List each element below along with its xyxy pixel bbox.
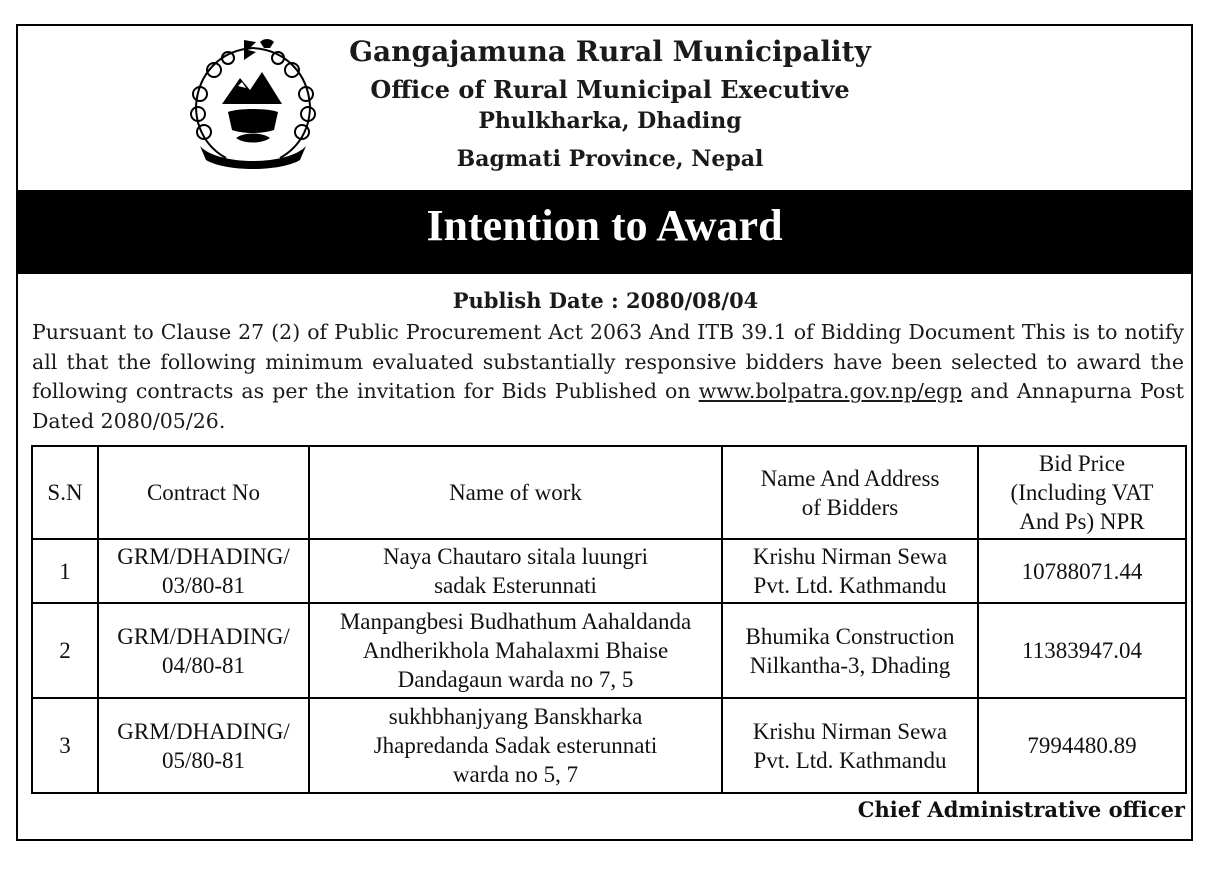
row-sn: 2 <box>32 603 98 698</box>
row-bid-price: 7994480.89 <box>978 698 1186 793</box>
office-province: Bagmati Province, Nepal <box>456 146 764 172</box>
row-name-of-work <box>309 603 722 698</box>
header-name-of-work: Name of work <box>309 446 722 539</box>
row-contract-no <box>98 698 309 793</box>
notice-title: Intention to Award <box>426 201 783 250</box>
table-header-row <box>32 446 1186 539</box>
notice-body <box>32 318 1184 436</box>
row-name-of-work <box>309 539 722 603</box>
row-bid-price: 11383947.04 <box>978 603 1186 698</box>
bidder-line: Krishu Nirman Sewa <box>752 718 948 744</box>
work-line: Manpangbesi Budhathum Aahaldanda <box>339 609 692 634</box>
work-line: Jhapredanda Sadak esterunnati <box>373 733 658 758</box>
table-row <box>32 603 1186 698</box>
notice-body-start: Pursuant to Clause 27 (2) of Public Procurement Act 2063 And ITB 39.1 of Bidding Document This is to notify all that the following minimum evaluated substantially responsive bidders have been selected to award the following contracts as per the invitation for Bids Published on <box>32 320 1184 403</box>
row-sn: 1 <box>32 539 98 603</box>
contract-line: GRM/DHADING/ <box>117 544 290 569</box>
award-table <box>31 445 1187 794</box>
row-bidder <box>722 603 978 698</box>
publish-date: Publish Date : 2080/08/04 <box>452 288 759 313</box>
row-bidder <box>722 698 978 793</box>
contract-line: 03/80-81 <box>161 573 246 598</box>
work-line: Dandagaun warda no 7, 5 <box>397 667 634 692</box>
header-bid-price <box>978 446 1186 539</box>
table-row <box>32 539 1186 603</box>
bidder-line: Pvt. Ltd. Kathmandu <box>753 747 947 773</box>
row-contract-no <box>98 603 309 698</box>
work-line: warda no 5, 7 <box>452 762 579 787</box>
header-price-line: (Including VAT <box>1010 480 1154 505</box>
contract-line: 05/80-81 <box>161 747 246 773</box>
contract-line: 04/80-81 <box>161 652 246 678</box>
header-price-line: And Ps) NPR <box>1019 509 1145 534</box>
row-contract-no <box>98 539 309 603</box>
row-name-of-work <box>309 698 722 793</box>
municipality-name: Gangajamuna Rural Municipality <box>349 35 871 68</box>
table-row <box>32 698 1186 793</box>
signatory-title: Chief Administrative officer <box>857 797 1185 822</box>
title-banner <box>18 190 1191 274</box>
bolpatra-link[interactable]: www.bolpatra.gov.np/egp <box>698 379 963 403</box>
contract-line: GRM/DHADING/ <box>117 718 290 744</box>
bidder-line: Nilkantha-3, Dhading <box>749 652 951 678</box>
office-name: Office of Rural Municipal Executive <box>370 75 850 104</box>
header-bidders-line: of Bidders <box>801 494 899 520</box>
bidder-line: Krishu Nirman Sewa <box>752 544 948 569</box>
row-sn: 3 <box>32 698 98 793</box>
header-price-line: Bid Price <box>1038 451 1126 476</box>
work-line: Andherikhola Mahalaxmi Bhaise <box>362 638 669 663</box>
row-bidder <box>722 539 978 603</box>
bidder-line: Bhumika Construction <box>745 623 955 649</box>
header-bidders-line: Name And Address <box>760 465 940 491</box>
contract-line: GRM/DHADING/ <box>117 623 290 649</box>
notice-body-end: and Annapurna Post Dated 2080/05/26. <box>32 379 1184 433</box>
header-sn: S.N <box>32 446 98 539</box>
work-line: sukhbhanjyang Banskharka <box>388 704 643 729</box>
office-location: Phulkharka, Dhading <box>478 108 742 134</box>
row-bid-price: 10788071.44 <box>978 539 1186 603</box>
work-line: Naya Chautaro sitala luungri <box>382 544 649 569</box>
header-bidders <box>722 446 978 539</box>
bidder-line: Pvt. Ltd. Kathmandu <box>753 573 947 598</box>
work-line: sadak Esterunnati <box>434 573 597 598</box>
header-contract-no: Contract No <box>98 446 309 539</box>
